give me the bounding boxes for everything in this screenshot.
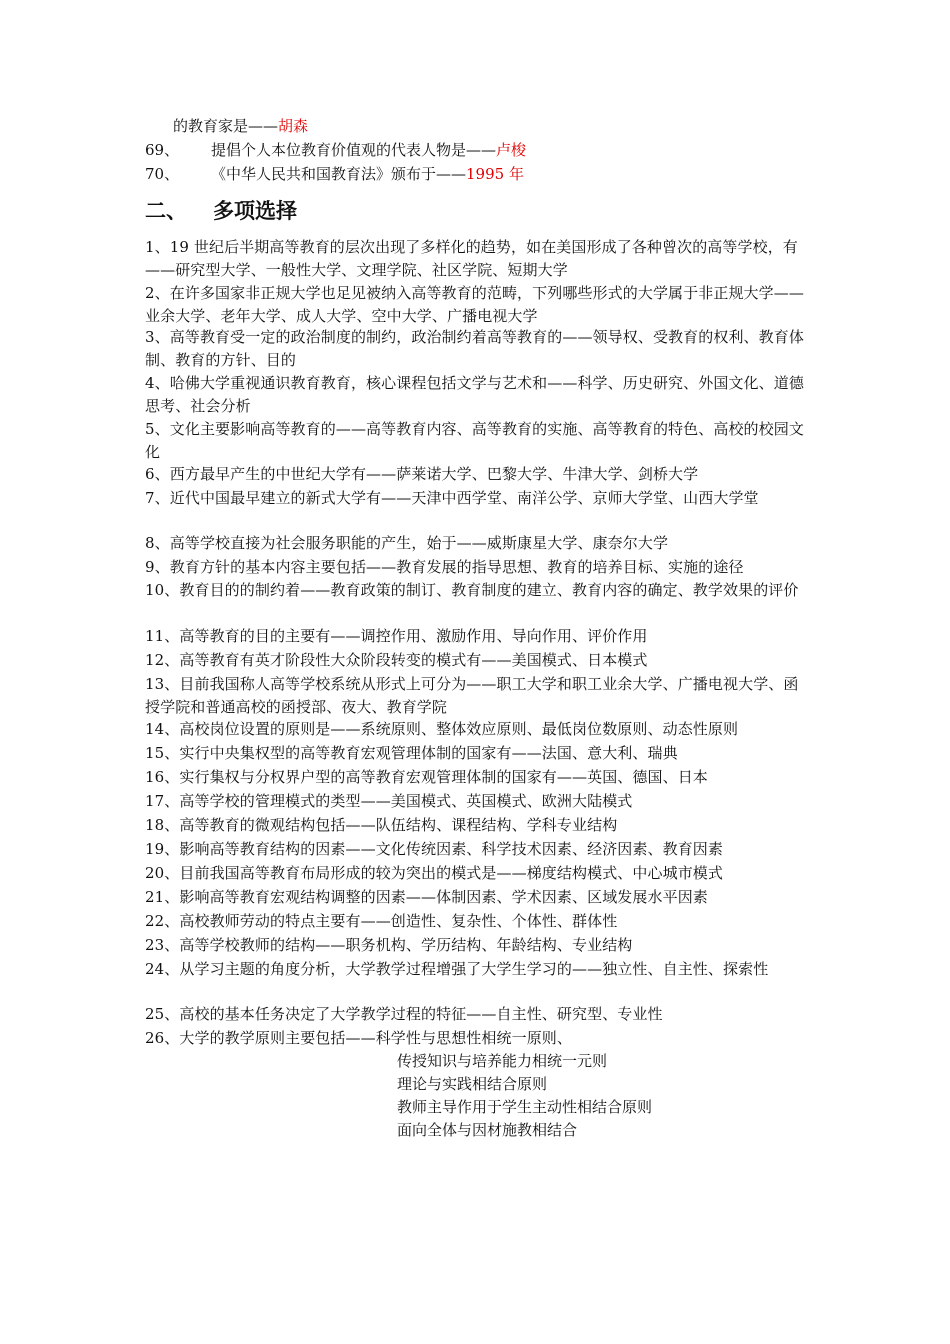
list-item: 12、高等教育有英才阶段性大众阶段转变的模式有——美国模式、日本模式 — [145, 651, 648, 669]
answer-text: 胡森 — [278, 117, 309, 135]
section-heading — [145, 196, 297, 226]
list-item: 19、影响高等教育结构的因素——文化传统因素、科学技术因素、经济因素、教育因素 — [145, 840, 723, 858]
list-item-continuation: 面向全体与因材施教相结合 — [397, 1121, 578, 1139]
list-item-continuation: 传授知识与培养能力相统一元则 — [397, 1052, 608, 1070]
list-item: 3、高等教育受一定的政治制度的制约，政治制约着高等教育的——领导权、受教育的权利、教育体制、教育的方针、目的 — [145, 328, 804, 369]
list-item: 13、目前我国称人高等学校系统从形式上可分为——职工大学和职工业余大学、广播电视大学、函授学院和普通高校的函授部、夜大、教育学院 — [145, 675, 799, 716]
list-item: 25、高校的基本任务决定了大学教学过程的特征——自主性、研究型、专业性 — [145, 1005, 663, 1023]
list-item: 18、高等教育的微观结构包括——队伍结构、课程结构、学科专业结构 — [145, 816, 618, 834]
list-item: 26、大学的教学原则主要包括——科学性与思想性相统一原则、 — [145, 1029, 572, 1047]
list-item: 4、哈佛大学重视通识教育教育，核心课程包括文学与艺术和——科学、历史研究、外国文化、道德思考、社会分析 — [145, 374, 804, 415]
list-item: 16、实行集权与分权界户型的高等教育宏观管理体制的国家有——英国、德国、日本 — [145, 768, 708, 786]
answer-line-69 — [145, 139, 810, 162]
list-item: 17、高等学校的管理模式的类型——美国模式、英国模式、欧洲大陆模式 — [145, 792, 633, 810]
answer-line-68 — [173, 115, 838, 138]
answer-text: 卢梭 — [496, 141, 527, 159]
list-item: 21、影响高等教育宏观结构调整的因素——体制因素、学术因素、区域发展水平因素 — [145, 888, 708, 906]
item-number: 69、 — [145, 141, 180, 159]
list-item: 1、19 世纪后半期高等教育的层次出现了多样化的趋势，如在美国形成了各种曾次的高等学校，有——研究型大学、一般性大学、文理学院、社区学院、短期大学 — [145, 238, 798, 279]
list-item: 10、教育目的的制约着——教育政策的制订、教育制度的建立、教育内容的确定、教学效果的评价 — [145, 581, 799, 599]
list-item: 15、实行中央集权型的高等教育宏观管理体制的国家有——法国、意大利、瑞典 — [145, 744, 678, 762]
item-number: 70、 — [145, 165, 180, 183]
list-item: 6、西方最早产生的中世纪大学有——萨莱诺大学、巴黎大学、牛津大学、剑桥大学 — [145, 465, 699, 483]
list-item-continuation: 理论与实践相结合原则 — [397, 1075, 548, 1093]
section-number: 二、 — [145, 198, 187, 223]
list-item: 23、高等学校教师的结构——职务机构、学历结构、年龄结构、专业结构 — [145, 936, 633, 954]
question-text: 《中华人民共和国教育法》颁布于—— — [211, 165, 467, 183]
list-item: 22、高校教师劳动的特点主要有——创造性、复杂性、个体性、群体性 — [145, 912, 618, 930]
question-text: 提倡个人本位教育价值观的代表人物是—— — [211, 141, 497, 159]
question-text: 的教育家是—— — [173, 117, 279, 135]
list-item-continuation: 教师主导作用于学生主动性相结合原则 — [397, 1098, 653, 1116]
answer-text: 1995 年 — [466, 165, 524, 183]
list-item: 2、在许多国家非正规大学也足见被纳入高等教育的范畴，下列哪些形式的大学属于非正规大学——业余大学、老年大学、成人大学、空中大学、广播电视大学 — [145, 284, 804, 325]
list-item: 5、文化主要影响高等教育的——高等教育内容、高等教育的实施、高等教育的特色、高校的校园文化 — [145, 420, 804, 461]
list-item: 8、高等学校直接为社会服务职能的产生，始于——威斯康星大学、康奈尔大学 — [145, 534, 669, 552]
list-item: 7、近代中国最早建立的新式大学有——天津中西学堂、南洋公学、京师大学堂、山西大学堂 — [145, 489, 759, 507]
answer-line-70 — [145, 163, 810, 186]
section-title: 多项选择 — [213, 198, 297, 223]
list-item: 24、从学习主题的角度分析，大学教学过程增强了大学生学习的——独立性、自主性、探索性 — [145, 960, 769, 978]
list-item: 20、目前我国高等教育布局形成的较为突出的模式是——梯度结构模式、中心城市模式 — [145, 864, 723, 882]
list-item: 14、高校岗位设置的原则是——系统原则、整体效应原则、最低岗位数原则、动态性原则 — [145, 720, 739, 738]
list-item: 11、高等教育的目的主要有——调控作用、激励作用、导向作用、评价作用 — [145, 627, 648, 645]
list-item: 9、教育方针的基本内容主要包括——教育发展的指导思想、教育的培养目标、实施的途径 — [145, 558, 744, 576]
